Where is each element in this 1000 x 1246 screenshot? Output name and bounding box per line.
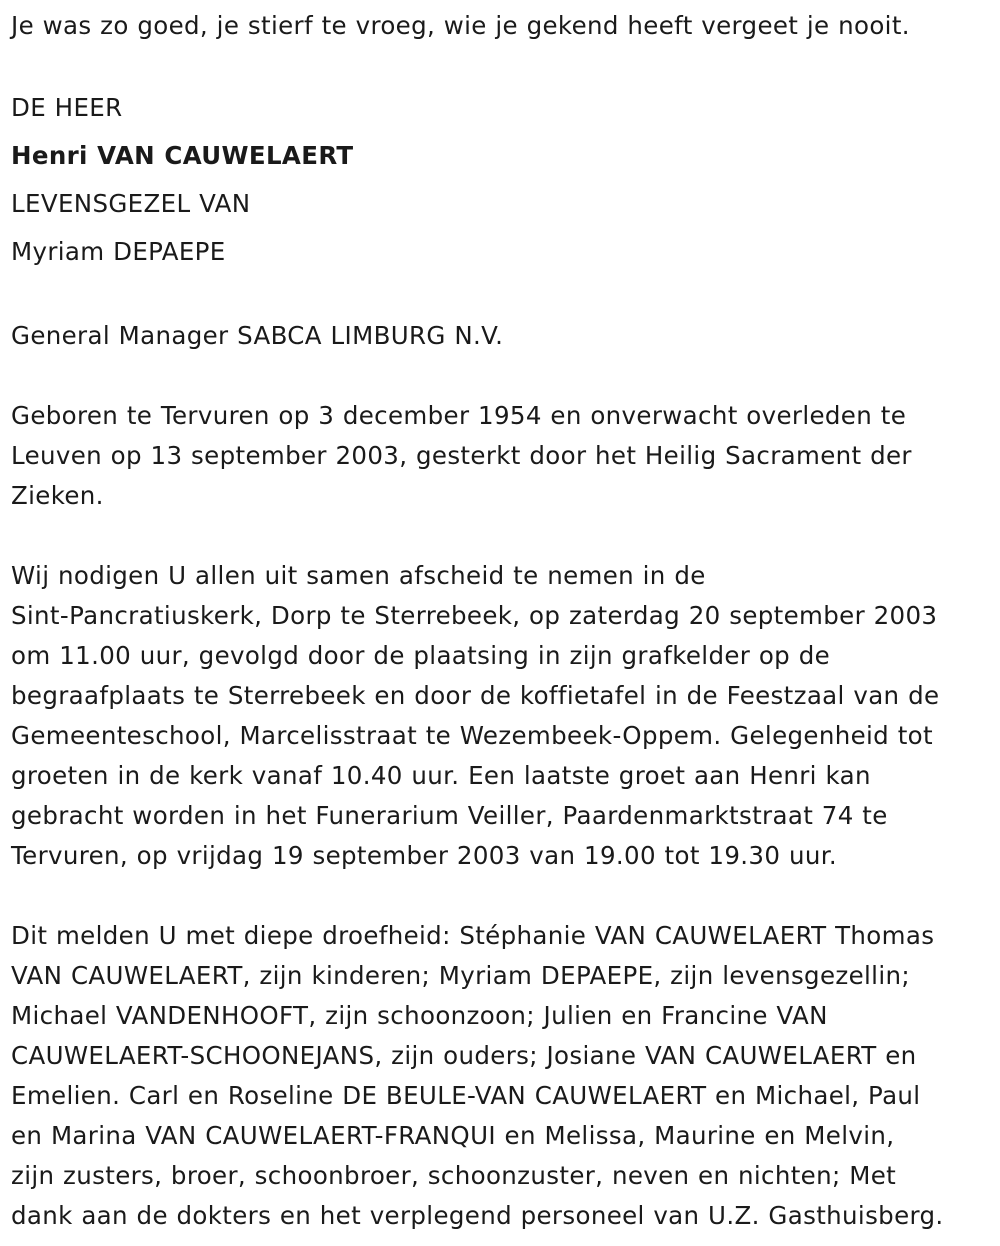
paragraph-line: Geboren te Tervuren op 3 december 1954 en onverwacht overleden te (11, 401, 907, 430)
honorific-title: DE HEER (11, 93, 123, 122)
paragraph-line: begraafplaats te Sterrebeek en door de koffietafel in de Feestzaal van de (11, 681, 940, 710)
invitation-paragraph (11, 556, 996, 876)
paragraph-line: om 11.00 uur, gevolgd door de plaatsing in zijn grafkelder op de (11, 641, 831, 670)
paragraph-line: Sint-Pancratiuskerk, Dorp te Sterrebeek, op zaterdag 20 september 2003 (11, 601, 938, 630)
paragraph-line: Tervuren, op vrijdag 19 september 2003 van 19.00 tot 19.30 uur. (11, 841, 838, 870)
paragraph-line: gebracht worden in het Funerarium Veiller, Paardenmarktstraat 74 te (11, 801, 888, 830)
paragraph-gap (11, 276, 996, 316)
paragraph-line: VAN CAUWELAERT, zijn kinderen; Myriam DEPAEPE, zijn levensgezellin; (11, 961, 910, 990)
paragraph-line: Emelien. Carl en Roseline DE BEULE-VAN CAUWELAERT en Michael, Paul (11, 1081, 921, 1110)
obituary-document (11, 0, 996, 1236)
paragraph-gap (11, 516, 996, 556)
paragraph-line: Dit melden U met diepe droefheid: Stéphanie VAN CAUWELAERT Thomas (11, 921, 935, 950)
paragraph-line: en Marina VAN CAUWELAERT-FRANQUI en Melissa, Maurine en Melvin, (11, 1121, 895, 1150)
announcement-paragraph (11, 916, 996, 1236)
paragraph-line: groeten in de kerk vanaf 10.40 uur. Een laatste groet aan Henri kan (11, 761, 871, 790)
deceased-name: Henri VAN CAUWELAERT (11, 141, 354, 170)
birth-death-paragraph (11, 396, 996, 516)
relation-label: LEVENSGEZEL VAN (11, 189, 251, 218)
occupation-text: General Manager SABCA LIMBURG N.V. (11, 321, 504, 350)
motto-text: Je was zo goed, je stierf te vroeg, wie je gekend heeft vergeet je nooit. (11, 11, 910, 40)
paragraph-line: dank aan de dokters en het verplegend personeel van U.Z. Gasthuisberg. (11, 1201, 944, 1230)
paragraph-line: Wij nodigen U allen uit samen afscheid te nemen in de (11, 561, 706, 590)
paragraph-line: Leuven op 13 september 2003, gesterkt door het Heilig Sacrament der (11, 441, 912, 470)
partner-name: Myriam DEPAEPE (11, 237, 226, 266)
paragraph-gap (11, 356, 996, 396)
paragraph-line: CAUWELAERT-SCHOONEJANS, zijn ouders; Josiane VAN CAUWELAERT en (11, 1041, 917, 1070)
paragraph-gap (11, 876, 996, 916)
paragraph-line: Zieken. (11, 481, 104, 510)
paragraph-line: zijn zusters, broer, schoonbroer, schoonzuster, neven en nichten; Met (11, 1161, 897, 1190)
paragraph-line: Michael VANDENHOOFT, zijn schoonzoon; Julien en Francine VAN (11, 1001, 828, 1030)
paragraph-line: Gemeenteschool, Marcelisstraat te Wezembeek-Oppem. Gelegenheid tot (11, 721, 933, 750)
deceased-header (11, 84, 996, 276)
